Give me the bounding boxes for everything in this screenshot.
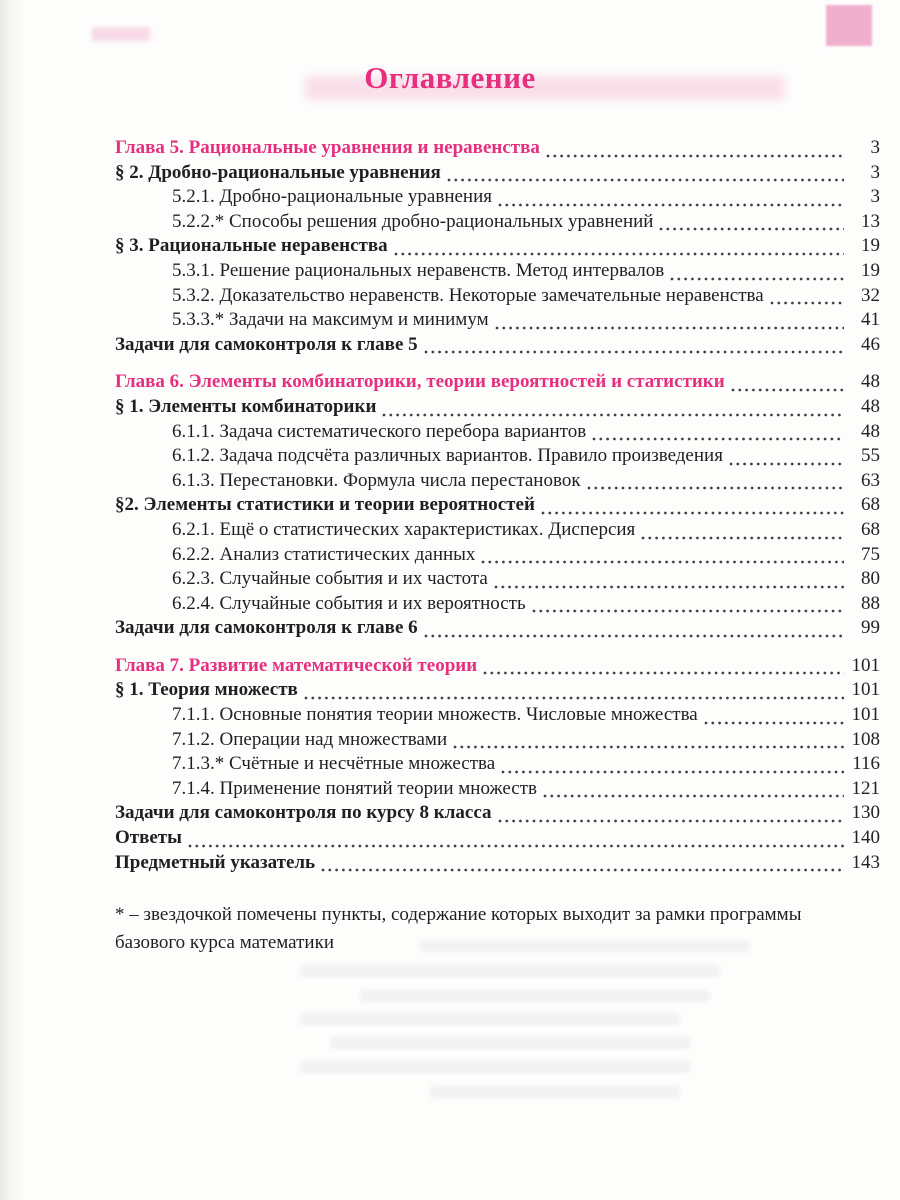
toc-entry-label: Задачи для самоконтроля к главе 6 <box>115 617 418 639</box>
toc-page-number: 19 <box>861 259 880 281</box>
toc-entry-label: § 1. Элементы комбинаторики <box>115 395 377 417</box>
toc-row <box>115 370 880 395</box>
toc-row <box>115 543 880 568</box>
toc-entry-label: 7.1.4. Применение понятий теории множеств <box>172 777 537 799</box>
toc-row <box>115 493 880 518</box>
dot-leader <box>670 277 844 281</box>
bleed-through-line <box>300 965 720 977</box>
toc-row <box>115 728 880 753</box>
dot-leader <box>770 301 844 305</box>
dot-leader <box>592 437 844 441</box>
toc-row <box>115 259 880 284</box>
toc-entry-label: §2. Элементы статистики и теории вероятностей <box>115 494 535 516</box>
toc-page-number: 130 <box>851 802 880 824</box>
toc-page-number: 41 <box>861 309 880 331</box>
bleed-through-line <box>360 990 710 1002</box>
toc-page-number: 48 <box>861 420 880 442</box>
toc-row <box>115 678 880 703</box>
toc-page-number: 121 <box>851 777 880 799</box>
dot-leader <box>704 721 844 725</box>
toc-row <box>115 234 880 259</box>
toc-entry-label: Задачи для самоконтроля по курсу 8 класса <box>115 802 492 824</box>
toc-page-number: 48 <box>861 371 880 393</box>
toc-page-number: 75 <box>861 543 880 565</box>
dot-leader <box>453 745 844 749</box>
toc-row <box>115 308 880 333</box>
toc-entry-label: § 2. Дробно-рациональные уравнения <box>115 161 441 183</box>
dot-leader <box>483 671 844 675</box>
dot-leader <box>541 511 844 515</box>
toc-row <box>115 703 880 728</box>
toc-row <box>115 592 880 617</box>
toc-row <box>115 567 880 592</box>
dot-leader <box>321 868 844 872</box>
dot-leader <box>498 203 844 207</box>
toc-entry-label: 5.3.3.* Задачи на максимум и минимум <box>172 309 489 331</box>
toc-entry-label: 6.2.4. Случайные события и их вероятность <box>172 592 526 614</box>
dot-leader <box>501 770 844 774</box>
toc-row <box>115 851 880 876</box>
toc-row <box>115 333 880 358</box>
toc-page-number: 143 <box>851 851 880 873</box>
dot-leader <box>424 350 844 354</box>
toc-page-number: 101 <box>851 704 880 726</box>
toc-entry-label: Глава 5. Рациональные уравнения и неравенства <box>115 137 540 158</box>
toc-page-number: 68 <box>861 518 880 540</box>
toc-entry-label: 6.1.1. Задача систематического перебора вариантов <box>172 420 587 442</box>
toc-page-number: 3 <box>870 161 880 183</box>
bleed-through-line <box>300 1013 680 1025</box>
toc-entry-label: 6.1.3. Перестановки. Формула числа перестановок <box>172 469 581 491</box>
toc-page-number: 68 <box>861 494 880 516</box>
toc-row <box>115 752 880 777</box>
toc-entry-label: 7.1.2. Операции над множествами <box>172 728 448 750</box>
toc-row <box>115 210 880 235</box>
toc-row <box>115 284 880 309</box>
dot-leader <box>543 794 844 798</box>
toc-entry-label: 6.2.1. Ещё о статистических характеристиках. Дисперсия <box>172 518 636 540</box>
toc-page-number: 101 <box>851 679 880 701</box>
dot-leader <box>494 585 844 589</box>
toc-row <box>115 444 880 469</box>
toc-row <box>115 518 880 543</box>
table-of-contents <box>115 136 880 875</box>
toc-entry-label: 6.1.2. Задача подсчёта различных вариантов. Правило произведения <box>172 445 723 467</box>
dot-leader <box>304 696 844 700</box>
toc-page-number: 3 <box>870 137 880 158</box>
dot-leader <box>731 388 844 392</box>
toc-row <box>115 185 880 210</box>
toc-row <box>115 420 880 445</box>
toc-page-number: 19 <box>861 235 880 257</box>
dot-leader <box>659 227 844 231</box>
toc-entry-label: Глава 6. Элементы комбинаторики, теории вероятностей и статистики <box>115 371 725 393</box>
toc-page-number: 88 <box>861 592 880 614</box>
footnote <box>115 901 880 956</box>
toc-entry-label: 5.2.1. Дробно-рациональные уравнения <box>172 186 493 208</box>
toc-row <box>115 469 880 494</box>
toc-row <box>115 395 880 420</box>
toc-page-number: 101 <box>851 654 880 676</box>
toc-page-number: 116 <box>852 753 880 775</box>
toc-row <box>115 826 880 851</box>
dot-leader <box>587 486 844 490</box>
toc-entry-label: 7.1.1. Основные понятия теории множеств. Числовые множества <box>172 704 698 726</box>
toc-page-number: 99 <box>861 617 880 639</box>
dot-leader <box>495 326 844 330</box>
toc-entry-label: 5.3.2. Доказательство неравенств. Некоторые замечательные неравенства <box>172 284 764 306</box>
toc-row <box>115 777 880 802</box>
toc-page-number: 108 <box>851 728 880 750</box>
toc-row <box>115 136 880 161</box>
bleed-through-line <box>430 1086 680 1098</box>
toc-page-number: 55 <box>861 445 880 467</box>
toc-row <box>115 616 880 641</box>
toc-page-number: 13 <box>861 210 880 232</box>
toc-entry-label: 6.2.2. Анализ статистических данных <box>172 543 476 565</box>
toc-entry-label: 5.2.2.* Способы решения дробно-рациональных уравнений <box>172 210 654 232</box>
toc-page-number: 32 <box>861 284 880 306</box>
dot-leader <box>532 609 844 613</box>
toc-row <box>115 161 880 186</box>
toc-page-number: 140 <box>851 827 880 849</box>
toc-page-number: 80 <box>861 568 880 590</box>
toc-entry-label: 6.2.3. Случайные события и их частота <box>172 568 488 590</box>
bleed-through-artifact <box>826 5 872 46</box>
toc-entry-label: 7.1.3.* Счётные и несчётные множества <box>172 753 496 775</box>
toc-page-number: 3 <box>870 186 880 208</box>
dot-leader <box>729 462 844 466</box>
toc-row <box>115 654 880 679</box>
toc-entry-label: Ответы <box>115 827 182 849</box>
toc-entry-label: § 1. Теория множеств <box>115 679 298 701</box>
dot-leader <box>394 252 844 256</box>
toc-entry-label: Глава 7. Развитие математической теории <box>115 654 478 676</box>
toc-entry-label: 5.3.1. Решение рациональных неравенств. Метод интервалов <box>172 259 665 281</box>
bleed-through-line <box>330 1037 690 1049</box>
footnote-line: * – звездочкой помечены пункты, содержание которых выходит за рамки программы <box>115 904 802 925</box>
toc-row <box>115 801 880 826</box>
toc-entry-label: Задачи для самоконтроля к главе 5 <box>115 333 418 355</box>
page-title: Оглавление <box>364 60 536 95</box>
dot-leader <box>424 634 844 638</box>
toc-entry-label: Предметный указатель <box>115 851 316 873</box>
dot-leader <box>382 413 844 417</box>
toc-page-number: 46 <box>861 333 880 355</box>
dot-leader <box>641 536 844 540</box>
footnote-line: базового курса математики <box>115 931 334 953</box>
toc-page-number: 48 <box>861 395 880 417</box>
dot-leader <box>481 560 844 564</box>
dot-leader <box>447 178 844 182</box>
dot-leader <box>188 844 844 848</box>
dot-leader <box>498 819 845 823</box>
bleed-through-artifact <box>92 27 150 41</box>
bleed-through-line <box>300 1061 690 1073</box>
toc-page-number: 63 <box>861 469 880 491</box>
toc-entry-label: § 3. Рациональные неравенства <box>115 235 388 257</box>
dot-leader <box>546 154 844 158</box>
